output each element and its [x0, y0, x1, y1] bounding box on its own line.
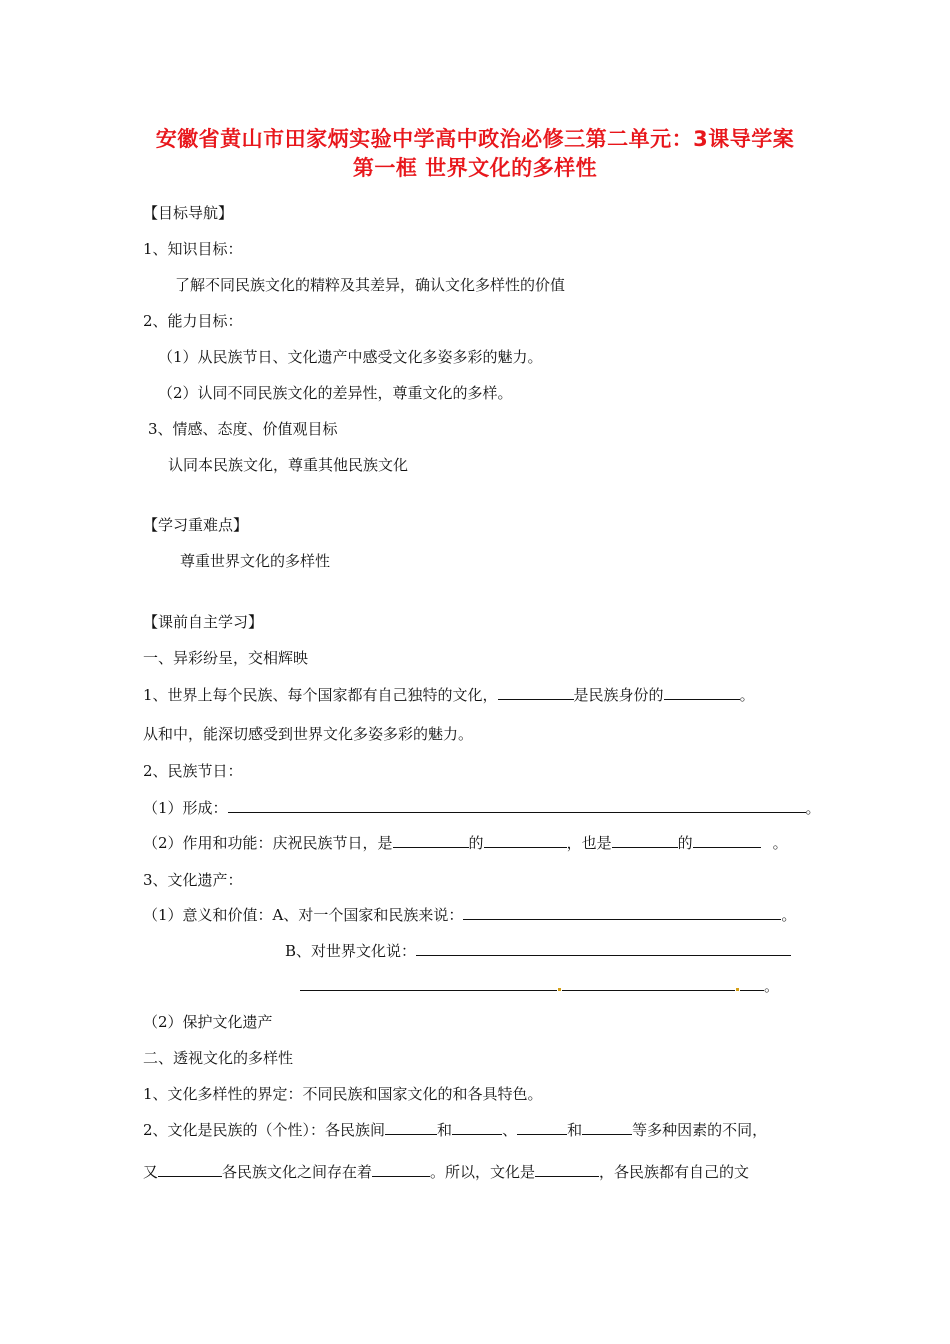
item1-text-c: 。 [739, 686, 755, 704]
fill-blank[interactable] [452, 1120, 502, 1135]
s2-comma: 、 [502, 1121, 518, 1139]
fill-blank[interactable] [517, 1120, 567, 1135]
s2-line2-text-d: ，各民族都有自己的文 [599, 1163, 750, 1181]
s2-and: 和 [437, 1121, 453, 1139]
fill-blank[interactable] [582, 1120, 632, 1135]
function-text-b: 的 [468, 834, 484, 852]
function-text-d: 的 [677, 834, 693, 852]
ability-goal-1: （1）从民族节日、文化遗产中感受文化多姿多彩的魅力。 [158, 348, 543, 366]
section-header-preview: 【课前自主学习】 [143, 613, 264, 631]
fill-blank[interactable] [693, 833, 761, 848]
formation-label: （1）形成： [143, 799, 228, 817]
section-header-keypoints: 【学习重难点】 [143, 516, 249, 534]
item2-heading: 2、民族节日： [143, 762, 243, 780]
mark-dot-icon [736, 988, 739, 991]
emotion-goal-label: 3、情感、态度、价值观目标 [148, 420, 338, 438]
fill-blank[interactable] [228, 798, 806, 813]
section2-item2-line1 [143, 1120, 767, 1140]
formation-line [143, 798, 821, 818]
heritage-a-text: （1）意义和价值：A、对一个国家和民族来说： [143, 906, 464, 924]
knowledge-goal-label: 1、知识目标： [143, 240, 243, 258]
function-text-c: ，也是 [566, 834, 612, 852]
s2-line2-text-a: 又 [143, 1163, 159, 1181]
heritage-a-line [143, 905, 796, 925]
heritage-b-line [285, 941, 791, 961]
doc-title-line1: 安徽省黄山市田家炳实验中学高中政治必修三第二单元：3课导学案 [155, 127, 795, 151]
keypoints-text: 尊重世界文化的多样性 [180, 552, 331, 570]
heritage-b-continuation [300, 976, 779, 996]
fill-blank[interactable] [740, 976, 764, 991]
item1-text-a: 1、世界上每个民族、每个国家都有自己独特的文化， [143, 686, 498, 704]
fill-blank[interactable] [158, 1162, 222, 1177]
doc-title-line2: 第一框 世界文化的多样性 [352, 156, 598, 180]
protect-heritage: （2）保护文化遗产 [143, 1013, 273, 1031]
function-text-e: 。 [772, 834, 788, 852]
section2-item2-line2 [143, 1162, 749, 1182]
s2-item2-text-a: 2、文化是民族的（个性）：各民族间 [143, 1121, 386, 1139]
fill-blank[interactable] [300, 976, 557, 991]
ability-goal-2: （2）认同不同民族文化的差异性，尊重文化的多样。 [158, 384, 513, 402]
fill-blank[interactable] [498, 685, 574, 700]
period: 。 [805, 799, 821, 817]
mark-dot-icon [558, 988, 561, 991]
ability-goal-label: 2、能力目标： [143, 312, 243, 330]
s2-item2-text-b: 等多种因素的不同， [632, 1121, 768, 1139]
s2-and: 和 [567, 1121, 583, 1139]
item1-text-b: 是民族身份的 [573, 686, 664, 704]
fill-blank[interactable] [463, 905, 781, 920]
period: 。 [781, 906, 797, 924]
fill-blank[interactable] [416, 941, 791, 956]
heritage-b-text: B、对世界文化说： [285, 942, 417, 960]
fill-blank[interactable] [664, 685, 740, 700]
item3-heading: 3、文化遗产： [143, 871, 243, 889]
item1-line2: 从和中，能深切感受到世界文化多姿多彩的魅力。 [143, 725, 474, 743]
function-text-a: （2）作用和功能：庆祝民族节日，是 [143, 834, 393, 852]
section-header-goals: 【目标导航】 [143, 204, 234, 222]
fill-blank[interactable] [372, 1162, 430, 1177]
section2-item1: 1、文化多样性的界定：不同民族和国家文化的和各具特色。 [143, 1085, 543, 1103]
emotion-goal-text: 认同本民族文化，尊重其他民族文化 [168, 456, 409, 474]
fill-blank[interactable] [393, 833, 469, 848]
fill-blank[interactable] [535, 1162, 599, 1177]
function-line [143, 833, 788, 853]
section1-heading: 一、异彩纷呈，交相辉映 [143, 649, 309, 667]
section2-heading: 二、透视文化的多样性 [143, 1049, 294, 1067]
knowledge-goal-text: 了解不同民族文化的精粹及其差异，确认文化多样性的价值 [175, 276, 566, 294]
fill-blank[interactable] [612, 833, 678, 848]
s2-line2-text-c: 。所以，文化是 [430, 1163, 536, 1181]
fill-blank[interactable] [385, 1120, 437, 1135]
fill-blank[interactable] [484, 833, 567, 848]
fill-blank[interactable] [562, 976, 735, 991]
item1-line1 [143, 685, 755, 705]
period: 。 [764, 977, 780, 995]
s2-line2-text-b: 各民族文化之间存在着 [222, 1163, 373, 1181]
